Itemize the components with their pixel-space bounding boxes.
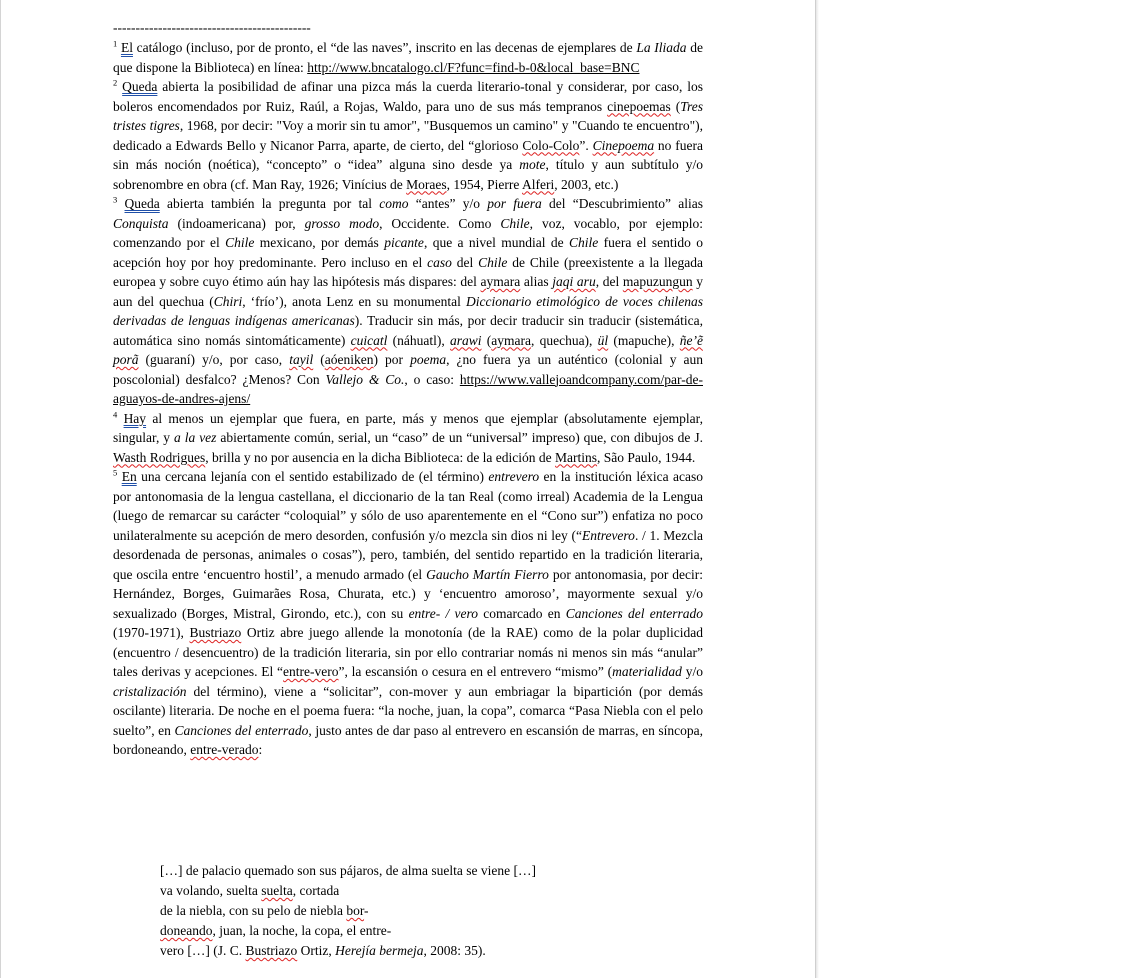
footnote-5[interactable]: $^5$ En una cercana lejanía con el sentido estabilizado de (el término) entrevero en la institución léxica acaso por antonomasia de la lengua castellana, el diccionario de la tan Real (como irreal) Academia de la Lengua (luego de remarcar su carácter “coloquial” y sólo de uso aparentemente en el “Cono sur”) enfatiza no poco unilateralmente su acepción de mero desorden, confusión y/o mezcla sin dios ni ley (“Entrevero. / 1. Mezcla desordenada de personas, animales o cosas”), pero, también, del sentido repartido en la tradición literaria, que oscila entre ‘encuentro hostil’, a menudo armado (el Gaucho Martín Fierro por antonomasia, por decir: Hernández, Borges, Guimarães Rosa, Churata, etc.) y ‘encuentro amoroso’, mayormente sexual y/o sexualizado (Borges, Mistral, Girondo, etc.), con su entre- / vero comarcado en Canciones del enterrado (1970-1971), Bustriazo Ortiz abre juego allende la monotonía (de la RAE) como de la polar duplicidad (encuentro / desencuentro) de la tradición literaria, sin por ello contrariar nomás ni menos sin más “anular” tales derivas y acepciones. El “entre-vero”, la escansión o cesura en el entrevero “mismo” (materialidad y/o cristalización del término), viene a “solicitar”, con-mover y aun embriagar la bipartición (por demás oscilante) literaria. De noche en el poema fuera: “la noche, juan, la copa”, comarca “Pasa Niebla con el pelo suelto”, en Canciones del enterrado, justo antes de dar paso al entrevero en escansión de marras, en síncopa, bordoneando, entre-verado: <box>113 467 704 757</box>
footnote-mark: 2 <box>113 77 118 88</box>
window-left-border <box>0 0 1 978</box>
poem-quote-block[interactable] <box>160 861 720 961</box>
poem-line-3: de la niebla, con su pelo de niebla bor- <box>160 903 369 918</box>
poem-line-4: doneando, juan, la noche, la copa, el entre- <box>160 923 392 938</box>
footnote-4[interactable]: $^4$ Hay al menos un ejemplar que fuera, en parte, más y menos que ejemplar (absolutamente ejemplar, singular, y a la vez abiertamente común, serial, un “caso” de un “universal” impreso) que, con dibujos de J. Wasth Rodrigues, brilla y no por ausencia en la dicha Biblioteca: de la edición de Martins, São Paulo, 1944. <box>113 409 704 465</box>
poem-line-1: […] de palacio quemado son sus pájaros, de alma suelta se viene […] <box>160 863 537 878</box>
page-edge-shadow <box>816 0 819 978</box>
footnote-3[interactable]: $^3$ Queda abierta también la pregunta por tal como “antes” y/o por fuera del “Descubrimiento” alias Conquista (indoamericana) por, grosso modo, Occidente. Como Chile, voz, vocablo, por ejemplo: comenzando por el Chile mexicano, por demás picante, que a nivel mundial de Chile fuera el sentido o acepción hoy por hoy predominante. Pero incluso en el caso del Chile de Chile (preexistente a la llegada europea y sobre cuyo étimo aún hay las hipótesis más dispares: del aymara alias jaqi aru, del mapuzungun y aun del quechua (Chiri, ‘frío’), anota Lenz en su monumental Diccionario etimológico de voces chilenas derivadas de lenguas indígenas americanas). Traducir sin más, por decir traducir sin traducir (sistemática, automática sino nomás sintomáticamente) cuicatl (náhuatl), arawi (aymara, quechua), ül (mapuche), ñe’ẽ porã (guaraní) y/o, por caso, tayil (aóeniken) por poema, ¿no fuera ya un auténtico (colonial y aun poscolonial) desfalco? ¿Menos? Con Vallejo & Co., o caso: https://www.vallejoandcompany.com/par-de-aguayos-de-andres-ajens/ <box>113 194 704 406</box>
footnote-2[interactable]: $^2$ Queda abierta la posibilidad de afinar una pizca más la cuerda literario-tonal y considerar, por caso, los boleros encomendados por Ruiz, Raúl, a Rojas, Waldo, para uno de sus más tempranos cinepoemas (Tres tristes tigres, 1968, por decir: "Voy a morir sin tu amor", "Busquemos un camino" y "Cuando te encuentro"), dedicado a Edwards Bello y Nicanor Parra, aparte, de cierto, del “glorioso Colo-Colo”. Cinepoema no fuera sin más noción (noética), “concepto” o “idea” alguna sino desde ya mote, título y aun subtítulo y/o sobrenombre en obra (cf. Man Ray, 1926; Vinícius de Moraes, 1954, Pierre Alferi, 2003, etc.) <box>113 77 704 192</box>
footnote-separator: -------------------------------------------- <box>113 20 311 35</box>
footnote-mark: 5 <box>113 467 118 478</box>
catalog-link[interactable]: http://www.bncatalogo.cl/F?func=find-b-0&local_base=BNC <box>307 59 640 75</box>
footnote-mark: 3 <box>113 194 118 205</box>
poem-line-5: vero […] (J. C. Bustriazo Ortiz, Herejía bermeja, 2008: 35). <box>160 943 486 958</box>
footnote-1[interactable]: $^1$ El catálogo (incluso, por de pronto, el “de las naves”, inscrito en las decenas de ejemplares de La Iliada de que dispone la Biblioteca) en línea: http://www.bncatalogo.cl/F?func=find-b-0&local_base=BNC <box>113 38 704 75</box>
footnote-mark: 1 <box>113 38 118 49</box>
vallejo-link[interactable]: https://www.vallejoandcompany.com/par-de-aguayos-de-andres-ajens/ <box>113 371 703 406</box>
poem-line-2: va volando, suelta suelta, cortada <box>160 883 340 898</box>
document-page[interactable] <box>113 18 703 760</box>
footnote-mark: 4 <box>113 409 118 419</box>
